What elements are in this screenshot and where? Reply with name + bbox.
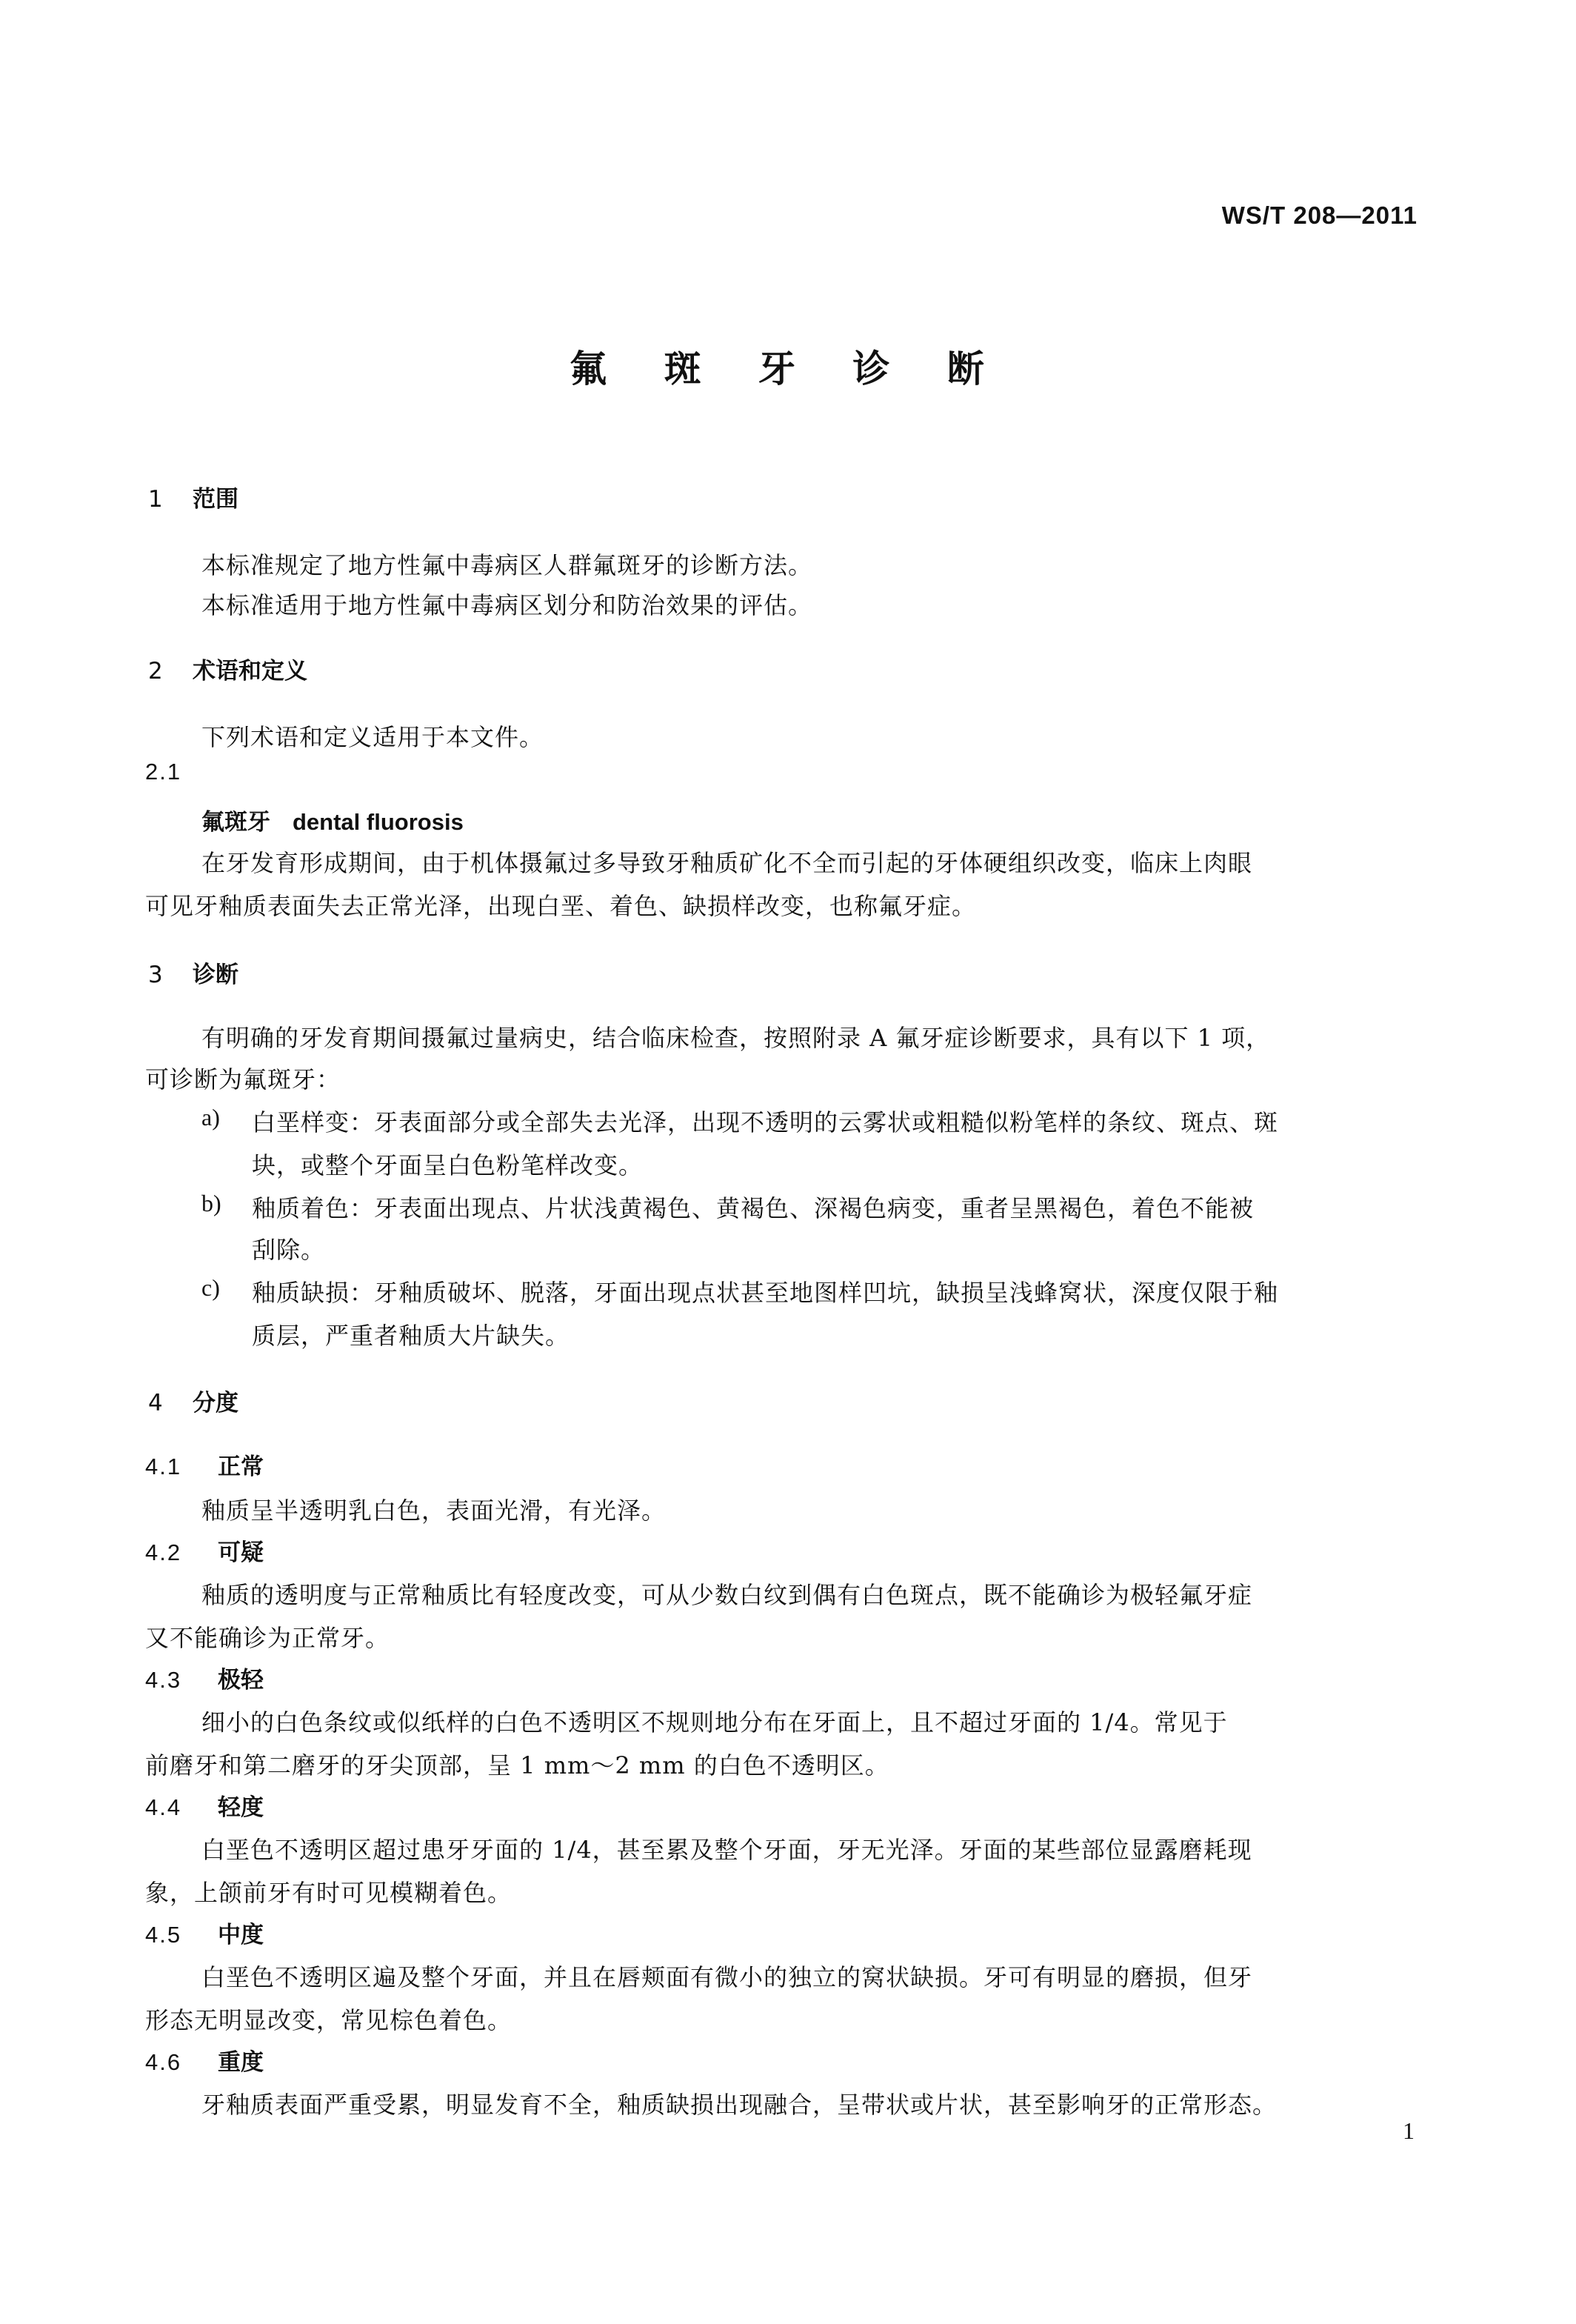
subsection-heading	[145, 1916, 264, 1949]
paragraph-line: 细小的白色条纹或似纸样的白色不透明区不规则地分布在牙面上，且不超过牙面的 1/4。常见于	[201, 1708, 1228, 1737]
section-title: 诊断	[193, 962, 238, 988]
subsection-title: 可疑	[218, 1539, 264, 1566]
section-number: 4	[148, 1390, 163, 1416]
section-3-heading	[148, 956, 238, 989]
subsection-number: 4.6	[145, 2049, 182, 2075]
subsection-heading	[145, 1788, 264, 1822]
standard-number: WS/T 208—2011	[1221, 202, 1418, 229]
subsection-heading	[145, 1661, 264, 1694]
subsection-heading	[145, 2043, 264, 2077]
list-item-line: 釉质缺损：牙釉质破坏、脱落，牙面出现点状甚至地图样凹坑，缺损呈浅蜂窝状，深度仅限于釉	[252, 1279, 1279, 1307]
term-chinese: 氟斑牙	[201, 809, 270, 836]
term-english: dental fluorosis	[293, 809, 464, 835]
subsection-title: 正常	[218, 1454, 264, 1480]
paragraph: 本标准规定了地方性氟中毒病区人群氟斑牙的诊断方法。	[201, 551, 813, 579]
subsection-number: 4.4	[145, 1794, 182, 1820]
list-item-marker: b)	[201, 1190, 221, 1216]
subsection-title: 重度	[218, 2049, 264, 2076]
paragraph-line: 象，上颌前牙有时可见模糊着色。	[145, 1879, 512, 1907]
subsection-number: 4.1	[145, 1454, 182, 1479]
list-item-marker: a)	[201, 1104, 220, 1131]
subsection-number: 2.1	[145, 759, 182, 785]
list-item-line: 釉质着色：牙表面出现点、片状浅黄褐色、黄褐色、深褐色病变，重者呈黑褐色，着色不能被	[252, 1194, 1255, 1222]
paragraph-line: 牙釉质表面严重受累，明显发育不全，釉质缺损出现融合，呈带状或片状，甚至影响牙的正常形态。	[201, 2091, 1278, 2119]
subsection-heading	[145, 1534, 264, 1567]
list-item-line: 刮除。	[252, 1236, 326, 1264]
section-title: 术语和定义	[193, 658, 307, 685]
term-entry	[201, 803, 464, 836]
section-2-heading	[148, 652, 307, 685]
list-item-line: 质层，严重者釉质大片缺失。	[252, 1322, 570, 1350]
section-4-heading	[148, 1384, 238, 1417]
definition-line: 在牙发育形成期间，由于机体摄氟过多导致牙釉质矿化不全而引起的牙体硬组织改变，临床上肉眼	[201, 849, 1253, 877]
subsection-title: 中度	[218, 1922, 264, 1948]
paragraph-line: 形态无明显改变，常见棕色着色。	[145, 2006, 512, 2034]
definition-line: 可见牙釉质表面失去正常光泽，出现白垩、着色、缺损样改变，也称氟牙症。	[145, 892, 977, 920]
paragraph-line: 釉质呈半透明乳白色，表面光滑，有光泽。	[201, 1496, 667, 1525]
document-title: 氟 斑 牙 诊 断	[570, 347, 1006, 390]
paragraph-line: 白垩色不透明区超过患牙牙面的 1/4，甚至累及整个牙面，牙无光泽。牙面的某些部位显露磨耗现	[201, 1836, 1252, 1864]
section-number: 3	[148, 962, 163, 988]
paragraph-line: 可诊断为氟斑牙：	[145, 1065, 341, 1093]
section-1-heading	[148, 480, 238, 513]
paragraph: 本标准适用于地方性氟中毒病区划分和防治效果的评估。	[201, 591, 813, 619]
list-item-line: 白垩样变：牙表面部分或全部失去光泽，出现不透明的云雾状或粗糙似粉笔样的条纹、斑点、斑	[252, 1108, 1279, 1136]
subsection-number: 4.5	[145, 1922, 182, 1948]
subsection-heading	[145, 1448, 264, 1481]
section-title: 范围	[193, 486, 238, 513]
paragraph-line: 有明确的牙发育期间摄氟过量病史，结合临床检查，按照附录 A 氟牙症诊断要求，具有以下 1 项，	[201, 1024, 1271, 1052]
section-number: 1	[148, 486, 163, 513]
paragraph-line: 白垩色不透明区遍及整个牙面，并且在唇颊面有微小的独立的窝状缺损。牙可有明显的磨损，但牙	[201, 1963, 1253, 1991]
subsection-number: 4.3	[145, 1667, 182, 1693]
paragraph: 下列术语和定义适用于本文件。	[201, 723, 544, 751]
subsection-number: 4.2	[145, 1539, 182, 1565]
page-number: 1	[1403, 2117, 1415, 2144]
list-item-line: 块，或整个牙面呈白色粉笔样改变。	[252, 1151, 644, 1179]
paragraph-line: 又不能确诊为正常牙。	[145, 1624, 390, 1652]
section-number: 2	[148, 658, 163, 685]
subsection-title: 轻度	[218, 1794, 264, 1821]
subsection-title: 极轻	[218, 1667, 264, 1694]
section-title: 分度	[193, 1390, 238, 1416]
list-item-marker: c)	[201, 1274, 220, 1301]
paragraph-line: 釉质的透明度与正常釉质比有轻度改变，可从少数白纹到偶有白色斑点，既不能确诊为极轻氟牙症	[201, 1581, 1253, 1609]
paragraph-line: 前磨牙和第二磨牙的牙尖顶部，呈 1 mm～2 mm 的白色不透明区。	[145, 1751, 889, 1779]
